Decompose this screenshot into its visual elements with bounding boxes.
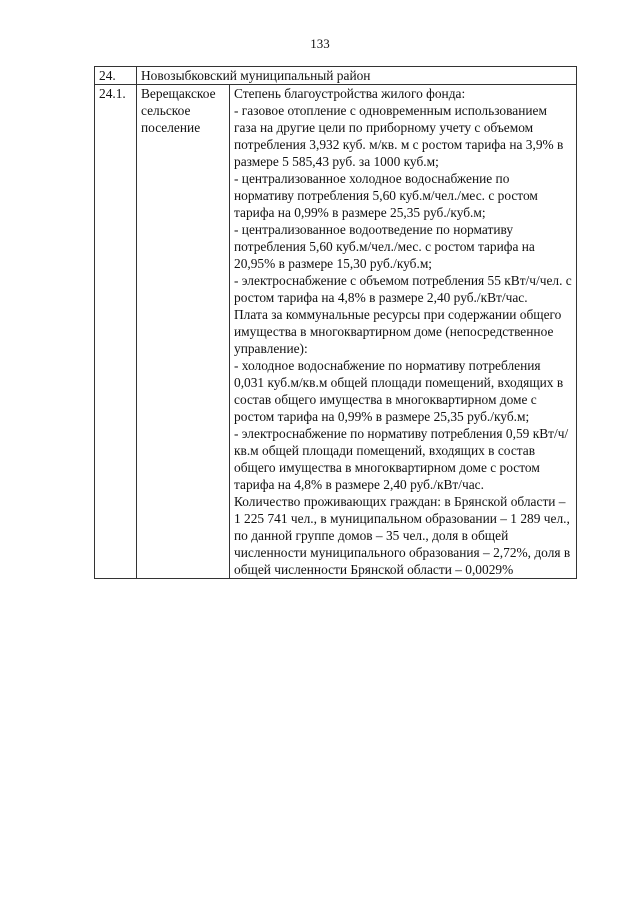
region-number-cell: 24. bbox=[95, 67, 137, 85]
description-cell bbox=[230, 85, 577, 579]
description-paragraph: Степень благоустройства жилого фонда: bbox=[234, 86, 466, 101]
description-paragraph: - централизованное холодное водоснабжение по нормативу потребления 5,60 куб.м/чел./мес. с ростом тарифа на 0,99% в размере 25,35 руб./куб.м; bbox=[234, 171, 538, 220]
description-paragraph: Плата за коммунальные ресурсы при содержании общего имущества в многоквартирном доме (непосредственное управление): bbox=[234, 307, 562, 356]
description-paragraph: - газовое отопление с одновременным использованием газа на другие цели по приборному учету с объемом потребления 3,932 куб. м/кв. м с ростом тарифа на 3,9% в размере 5 585,43 руб. за 1000 куб.м; bbox=[234, 103, 564, 169]
table-row-region bbox=[95, 67, 577, 85]
table-row-settlement bbox=[95, 85, 577, 579]
row-number-cell: 24.1. bbox=[95, 85, 137, 579]
description-paragraph: - электроснабжение по нормативу потребления 0,59 кВт/ч/кв.м общей площади помещений, входящих в состав общего имущества в многоквартирном доме с ростом тарифа на 4,8% в размере 2,40 руб./кВт/час. bbox=[234, 426, 569, 492]
page-number: 133 bbox=[310, 36, 330, 51]
settlement-name-cell: Верещакское сельское поселение bbox=[137, 85, 230, 579]
description-paragraph: Количество проживающих граждан: в Брянской области – 1 225 741 чел., в муниципальном образовании – 1 289 чел., по данной группе домов – 35 чел., доля в общей численности муниципального образования – 2,72%, доля в общей численности Брянской области – 0,0029% bbox=[234, 494, 571, 577]
tariff-table bbox=[94, 66, 577, 579]
description-paragraph: - холодное водоснабжение по нормативу потребления 0,031 куб.м/кв.м общей площади помещений, входящих в состав общего имущества в многоквартирном доме с ростом тарифа на 0,99% в размере 25,35 руб./куб.м; bbox=[234, 358, 564, 424]
description-paragraph: - централизованное водоотведение по нормативу потребления 5,60 куб.м/чел./мес. с ростом тарифа на 20,95% в размере 15,30 руб./куб.м; bbox=[234, 222, 535, 271]
region-name-cell: Новозыбковский муниципальный район bbox=[137, 67, 577, 85]
description-paragraph: - электроснабжение с объемом потребления 55 кВт/ч/чел. с ростом тарифа на 4,8% в размере 2,40 руб./кВт/час. bbox=[234, 273, 572, 305]
